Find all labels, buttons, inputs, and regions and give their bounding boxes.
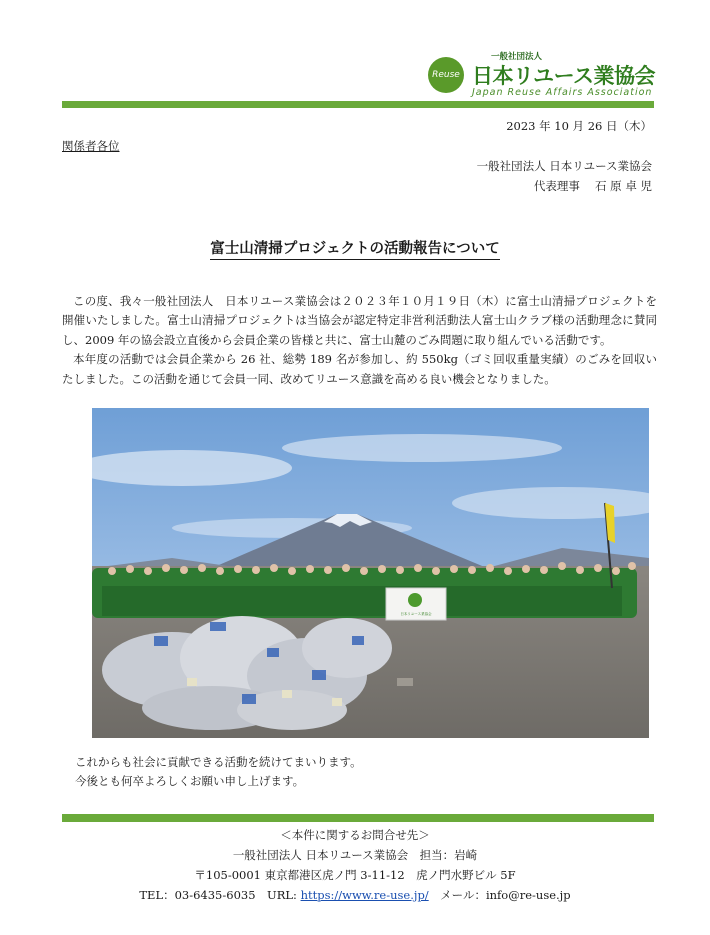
addressee: 関係者各位 [62, 139, 120, 153]
document-date: 2023 年 10 月 26 日（木） [506, 119, 652, 133]
logo-small-label: 一般社団法人 [491, 52, 543, 62]
body-paragraph: 本年度の活動では会員企業から 26 社、総勢 189 名が参加し、約 550kg（ゴミ回収重量実績）のごみを回収いたしました。この活動を通じて会員一同、改めてリユース意識を高める良い機会となりました。 [62, 352, 657, 386]
body-text [62, 292, 657, 389]
logo-badge-text: Reuse [432, 70, 460, 80]
logo-english-name: Japan Reuse Affairs Association [472, 87, 653, 98]
sender-organization: 一般社団法人 日本リユース業協会 [476, 159, 652, 173]
association-logo [428, 50, 656, 100]
closing-text [75, 753, 362, 792]
website-link[interactable]: https://www.re-use.jp/ [300, 888, 429, 902]
contact-info [0, 825, 710, 905]
footer-divider [62, 814, 654, 822]
contact-mail: メール：info@re-use.jp [428, 888, 571, 902]
header-divider [62, 101, 654, 108]
contact-tel: TEL：03-6435-6035 URL: [139, 888, 301, 902]
body-paragraph: この度、我々一般社団法人 日本リユース業協会は２０２３年１０月１９日（木）に富士山清掃プロジェクトを開催いたしました。富士山清掃プロジェクトは当協会が認定特定非営利活動法人富士山クラブ様の活動理念に賛同し、2009 年の協会設立直後から会員企業の皆様と共に、富士山麓のごみ問題に取り組んでいる活動です。 [62, 294, 657, 347]
logo-name: 日本リユース業協会 [472, 64, 656, 88]
contact-heading: ＜本件に関するお問合せ先＞ [280, 828, 430, 842]
document-title-text: 富士山清掃プロジェクトの活動報告について [210, 240, 499, 260]
contact-address: 〒105-0001 東京都港区虎ノ門 3-11-12 虎ノ門水野ビル 5F [194, 868, 516, 882]
group-photo [92, 408, 649, 738]
document-title [0, 237, 710, 258]
crowd [92, 568, 637, 618]
closing-line: これからも社会に貢献できる活動を続けてまいります。 [75, 755, 362, 769]
sender-representative: 代表理事 石 原 卓 児 [533, 179, 652, 193]
contact-organization: 一般社団法人 日本リユース業協会 担当：岩崎 [232, 848, 478, 862]
contact-line [0, 885, 710, 905]
banner-text: 日本リユース業協会 [400, 612, 432, 616]
reuse-badge-icon [428, 57, 464, 93]
group-photo-illustration [92, 408, 649, 738]
closing-line: 今後とも何卒よろしくお願い申し上げます。 [75, 774, 305, 789]
